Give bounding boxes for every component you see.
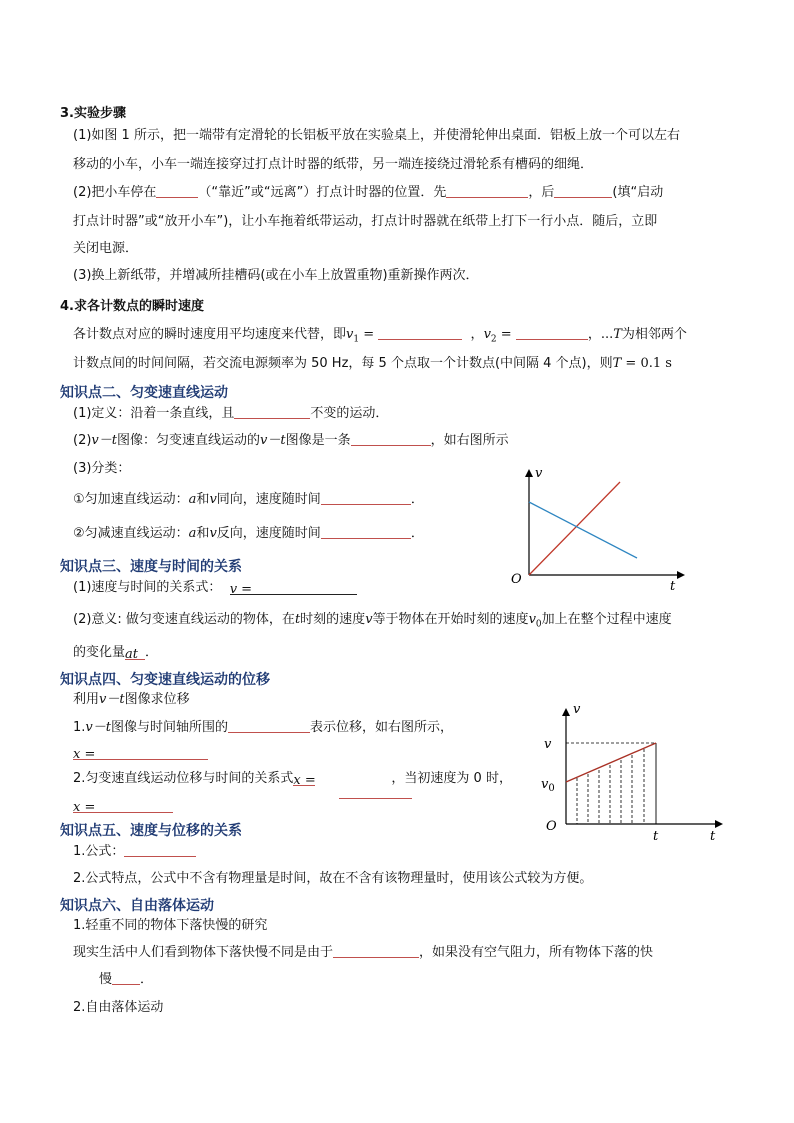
blank-velocity-formula[interactable]: v = xyxy=(230,580,357,595)
blank-position[interactable] xyxy=(156,183,198,198)
kp4-item-1: 1.v－t图像与时间轴所围的 表示位移，如右图所示， xyxy=(73,720,454,735)
step-1-line-2: 移动的小车，小车一端连接穿过打点计时器的纸带，另一端连接绕过滑轮系有槽码的细绳． xyxy=(73,157,594,172)
step-3-line: (3)换上新纸带，并增减所挂槽码(或在小车上放置重物)重新操作两次． xyxy=(73,268,479,283)
graph2-origin: O xyxy=(546,819,557,834)
blank-decelerating[interactable] xyxy=(321,524,411,539)
graph1-t-label: t xyxy=(670,579,676,594)
blank-area[interactable] xyxy=(228,718,310,733)
blank-definition[interactable] xyxy=(234,404,310,419)
kp4-item-2: 2.匀变速直线运动位移与时间的关系式x = ，当初速度为 0 时， xyxy=(73,771,512,788)
blank-first-step[interactable] xyxy=(446,183,528,198)
blank-second-step[interactable] xyxy=(554,183,612,198)
blank-displacement-2[interactable]: x = xyxy=(73,798,173,813)
kp2-classification: (3)分类： xyxy=(73,461,131,476)
graph2-t-label: t xyxy=(653,829,659,844)
step-2-line-2: 打点计时器”或“放开小车”)，让小车拖着纸带运动，打点计时器就在纸带上打下一行小点．随后，立即 xyxy=(73,214,658,229)
delta-v-at: at xyxy=(125,645,145,660)
section-3-title: 3.实验步骤 xyxy=(60,106,126,121)
area-hatching xyxy=(577,749,644,824)
kp5-feature: 2.公式特点，公式中不含有物理量是时间，故在不含有该物理量时，使用该公式较为方便。 xyxy=(73,871,593,886)
section-4-line-1: 各计数点对应的瞬时速度用平均速度来代替，即$v_1$ = ，$v_2$ = ，...T为相邻两个 xyxy=(73,327,687,345)
decelerating-line xyxy=(529,502,637,558)
section-4-title: 4.求各计数点的瞬时速度 xyxy=(60,299,204,314)
kp6-reason-line-1: 现实生活中人们看到物体下落快慢不同是由于 ，如果没有空气阻力，所有物体下落的快 xyxy=(73,945,654,960)
kp3-meaning-line-2: 的变化量at ． xyxy=(73,645,159,662)
kp4-x-formula-1 xyxy=(73,743,208,763)
kp2-vt-graph: (2)v－t图像：匀变速直线运动的v－t图像是一条 ，如右图所示 xyxy=(73,433,509,448)
kp5-formula: 1.公式： xyxy=(73,842,196,862)
kp2-accelerating: ①匀加速直线运动：a和v同向，速度随时间 ． xyxy=(73,492,424,507)
graph2-t-axis-label: t xyxy=(710,829,716,844)
blank-velocity-displacement[interactable] xyxy=(124,842,196,857)
kp6-title: 知识点六、自由落体运动 xyxy=(60,898,214,914)
vt-graph-1 xyxy=(505,465,685,594)
graph2-v-axis-label: v xyxy=(573,702,581,717)
blank-reason[interactable] xyxy=(333,943,419,958)
kp3-meaning-line-1: (2)意义: 做匀变速直线运动的物体，在t时刻的速度v等于物体在开始时刻的速度$v_0$加上在整个过程中速度 xyxy=(73,612,672,630)
blank-accelerating[interactable] xyxy=(321,490,411,505)
graph2-v-label: v xyxy=(544,737,552,752)
section-4-line-2: 计数点间的时间间隔，若交流电源频率为 50 Hz，每 5 个点取一个计数点(中间隔 4 个点)，则T = 0.1 s xyxy=(73,356,672,371)
kp2-decelerating: ②匀减速直线运动：a和v反向，速度随时间 ． xyxy=(73,526,424,541)
kp4-x-formula-2 xyxy=(73,796,173,816)
vt-graph-2 xyxy=(540,700,725,845)
blank-speed[interactable] xyxy=(112,970,140,985)
graph2-v0-label: $v_0$ xyxy=(541,777,555,794)
step-2-line-1: (2)把小车停在 （“靠近”或“远离”）打点计时器的位置．先 ，后 (填“启动 xyxy=(73,185,664,200)
kp2-definition: (1)定义：沿着一条直线，且 不变的运动． xyxy=(73,406,389,421)
kp6-item-2: 2.自由落体运动 xyxy=(73,1000,164,1015)
blank-displacement-formula[interactable] xyxy=(339,782,412,799)
kp3-title: 知识点三、速度与时间的关系 xyxy=(60,559,242,575)
blank-graph-shape[interactable] xyxy=(351,431,431,446)
blank-v1[interactable] xyxy=(378,325,462,340)
blank-v2[interactable] xyxy=(516,325,588,340)
graph1-v-label: v xyxy=(535,466,543,481)
blank-displacement-1[interactable]: x = xyxy=(73,745,208,760)
accelerating-line xyxy=(529,482,620,575)
kp4-title: 知识点四、匀变速直线运动的位移 xyxy=(60,672,270,688)
kp6-item-1: 1.轻重不同的物体下落快慢的研究 xyxy=(73,918,268,933)
velocity-line xyxy=(566,743,656,782)
x-equals: x = xyxy=(293,773,316,788)
step-2-line-3: 关闭电源． xyxy=(73,241,139,256)
kp2-title: 知识点二、匀变速直线运动 xyxy=(60,385,228,401)
kp6-reason-line-2: 慢 ． xyxy=(99,972,154,987)
kp4-intro: 利用v－t图像求位移 xyxy=(73,692,190,707)
kp5-title: 知识点五、速度与位移的关系 xyxy=(60,823,242,839)
graph1-origin: O xyxy=(511,572,522,587)
kp3-formula: (1)速度与时间的关系式： v = xyxy=(73,578,357,598)
step-1-line-1: (1)如图 1 所示，把一端带有定滑轮的长铝板平放在实验桌上，并使滑轮伸出桌面．铝板上放一个可以左右 xyxy=(73,128,680,143)
